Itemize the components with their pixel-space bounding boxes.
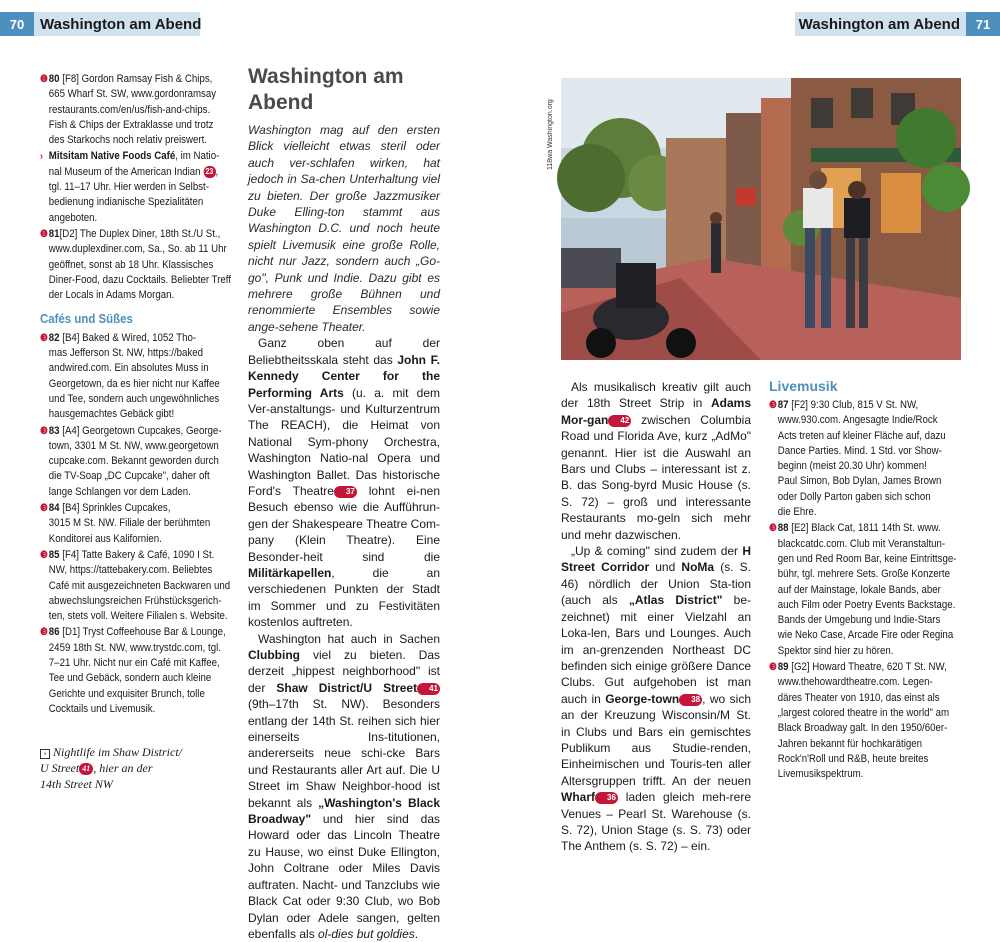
chevron-right-icon: › [40, 151, 43, 163]
map-pin-icon: 37 [334, 486, 357, 498]
music-listing-89: ❸ 89 [G2] Howard Theatre, 620 T St. NW, www.thehowardtheatre.com. Legen- däres Theater von 1910, das einst als „largest colored theatre in the world" am Black Broadway galt. In den 1950/60er- Jahren bekannt für hochkarätigen Rock'n'Roll und R&B, heute breites Livemusikspektrum. [769, 661, 950, 781]
restaurant-icon: ❶ [40, 228, 48, 240]
cafe-icon: ❸ [40, 332, 48, 344]
street-scene-illustration [561, 78, 961, 360]
running-title-right: Washington am Abend [798, 16, 960, 33]
listing-81: ❶ 81[D2] The Duplex Diner, 18th St./U St., www.duplexdiner.com, Sa., So. ab 11 Uhr geöffnet, sonst ab 18 Uhr. Klassisches Diner-Food, dazu Cocktails. Beliebter Treff der Locals in Adams Morgan. [40, 227, 232, 302]
cafe-icon: ❸ [40, 503, 48, 515]
restaurant-icon: ❶ [40, 74, 48, 85]
map-pin-icon: 41 [417, 683, 440, 695]
cafe-icon: ❸ [40, 425, 48, 437]
paragraph-adams-morgan: Als musikalisch kreativ gilt auch der 18th Street Strip in Adams Mor-gan 42 zwischen Columbia Road und Florida Ave, kurz „AdMo" genannt. Hier ist die Auswahl an Bars und Clubs – interessant ist z. B. das Song-byrd Music House (s. S. 72) – groß und interessante Restaurants mo-geln sich mehr und mehr dazwischen. [561, 380, 751, 542]
right-text-column [561, 379, 751, 854]
running-title-left: Washington am Abend [40, 16, 202, 33]
page-title: Washington am Abend [248, 65, 404, 114]
music-listing-87: ❸ 87 [F2] 9:30 Club, 815 V St. NW, www.930.com. Angesagte Indie/Rock Acts treten auf kleiner Fläche auf, dazu Dance Parties. Mind. 1 Std. vor Show- beginn (meist 20.30 Uhr) kommen! Paul Simon, Bob Dylan, James Brown oder Dolly Parton gaben sich schon die Ehre. [769, 399, 946, 519]
music-icon: ❸ [769, 662, 777, 674]
section-heading-livemusik: Livemusik [769, 378, 838, 394]
music-icon: ❸ [769, 523, 777, 535]
map-pin-icon: 42 [608, 415, 631, 427]
map-pin-icon: 41 [79, 763, 93, 775]
map-pin-icon: 38 [679, 694, 702, 706]
street-photo [561, 78, 961, 360]
cafe-icon: ❸ [40, 627, 48, 639]
paragraph-h-street: „Up & coming" sind zudem der H Street Corridor und NoMa (s. S. 46) nördlich der Union Sta-tion (auch als „Atlas District" be-zeichnet) mit einer Vielzahl an Loka-len, Bars und Lounges. Auch im an-grenzenden Northeast DC befinden sich einige größere Dance Clubs. Gut aufgehoben ist man auch in George-town 38 , wo sich an der Kreuzung Wisconsin/M St. in Clubs und Bars ein gemischtes Publikum aus Studie-renden, Einheimischen und Touris-ten aller Altersgruppen trifft. An der neuen Wharf 36 laden gleich meh-rere Venues – Pearl St. Warehouse (s. S. 72), Union Stage (s. S. 73) oder The Anthem (s. S. 72) – ein. [561, 544, 751, 854]
paragraph-clubbing: Washington hat auch in Sachen Clubbing viel zu bieten. Das derzeit „hippest neighborhood" ist der Shaw District/U Street 41 (9th–17th St. NW). Besonders entlang der 14th St. reihen sich hier einerseits Ins-titutionen, andererseits neue schi-cke Bars und Restaurants aller Art auf. Die U Street im Shaw Neighbor-hood ist bekannt als „Washington's Black Broadway" und hier sind das Howard oder das Lincoln Theatre zu Hause, wo einst Duke Ellington, John Coltrane oder Miles Davis auftraten. Nacht- und Tanzclubs wie Black Cat oder 9:30 Club, wo Bob Dylan oder Adele sangen, gelten ebenfalls als ol-dies but goldies. [248, 631, 440, 941]
cafe-listing-83: ❸ 83 [A4] Georgetown Cupcakes, George- town, 3301 M St. NW, www.georgetown cupcake.com. Bekannt geworden durch die TV-Soap „DC Cupcake", daher oft lange Schlangen vor dem Laden. [40, 424, 222, 498]
paragraph-kennedy-center: Ganz oben auf der Beliebtheitsskala steht das John F. Kennedy Center for the Performing Arts (u. a. mit dem Ver-anstaltungs- und Kulturzentrum The REACH), die Heimat von National Sym-phony Orchestra, Washington Natio-nal Opera und Washington Ballet. Das historische Ford's Theatre 37 lohnt ei-nen Besuch ebenso wie die Aufführun-gen der Shakespeare Theatre Com-pany (Klein Theatre). Eine Besonder-heit sind die Militärkapellen, die an verschiedenen Punkten der Stadt im Sommer und zu Festivitäten kostenlos auftreten. [248, 336, 441, 630]
music-listing-88: ❸ 88 [E2] Black Cat, 1811 14th St. www. blackcatdc.com. Club mit Veranstaltun- gen und Red Room Bar, keine Eintrittsge- bühr, tgl. mehrere Sets. Große Konzerte auf der Mainstage, lokale Bands, aber auch Film oder Poetry Events Backstage. Bands der Umgebung und Indie-Stars wie Neko Case, Arcade Fire oder Regina Spektor sind hier zu hören. [769, 522, 957, 657]
cafe-icon: ❸ [40, 549, 48, 561]
map-pin-icon: 36 [595, 792, 618, 804]
middle-text-column [248, 64, 441, 941]
cafe-listing-85: ❸ 85 [F4] Tatte Bakery & Café, 1090 I St. NW, https://tattebakery.com. Beliebtes Café mit ausgezeichneten Backwaren und abwechslungsreichen Frühstücksgerich- ten, stets voll. Weitere Filialen s. Website. [40, 548, 231, 623]
listing-80: ❶ 80 [F8] Gordon Ramsay Fish & Chips, 665 Wharf St. SW, www.gordonramsay restaurants.com/en/us/fish-and-chips. Fish & Chips der Extraklasse und trotz des Starkochs noch relativ preiswert. [40, 73, 217, 147]
left-listings-column [40, 72, 272, 715]
cafe-listing-82: ❸ 82 [B4] Baked & Wired, 1052 Tho- mas Jefferson St. NW, https://baked andwired.com. Ein absolutes Muss in Georgetown, da es hier nicht nur Kaffee und Tee, sondern auch ungewöhnliches hausgemachtes Gebäck gibt! [40, 331, 220, 421]
map-pin-icon: 23 [203, 166, 215, 178]
intro-paragraph: Washington mag auf den ersten Blick vielleicht etwas steril oder auch ver-schlafen wirken, hat jedoch in Sa-chen Unterhaltung viel zu bieten. Der große Jazzmusiker Duke Elling-ton stammt aus Washington D.C. und noch heute spielt Livemusik eine große Rolle, nicht nur Jazz, sondern auch „Go-go", Punk und Indie. Dazu gibt es mehrere große Bühnen und renommierte Ensembles sowie ange-sehene Theater. [248, 123, 440, 334]
livemusik-column [769, 378, 965, 796]
page-number-right: 71 [966, 12, 1000, 36]
music-icon: ❸ [769, 400, 777, 411]
caption-arrow-icon: › [40, 749, 50, 759]
photo-caption: › Nightlife im Shaw District/ U Street 41 , hier an der 14th Street NW [40, 745, 183, 791]
photo-credit: 118wa Washington.org [547, 99, 554, 170]
section-heading-cafes: Cafés und Süßes [40, 311, 133, 327]
cafe-listing-84: ❸ 84 [B4] Sprinkles Cupcakes, 3015 M St. NW. Filiale der berühmten Konditorei aus Kalifornien. [40, 502, 211, 545]
cafe-listing-86: ❸ 86 [D1] Tryst Coffeehouse Bar & Lounge, 2459 18th St. NW, www.trystdc.com, tgl. 7–21 Uhr. Nicht nur ein Café mit Kaffee, Tee und Gebäck, sondern auch kleine Gerichte und exquisiter Brunch, tolle Cocktails und Livemusik. [40, 626, 226, 715]
page-number-left: 70 [0, 12, 34, 36]
listing-mitsitam: › Mitsitam Native Foods Café, im Natio- nal Museum of the American Indian 23 , tgl. 11–17 Uhr. Hier werden in Selbst- bedienung indianische Spezialitäten angeboten. [40, 150, 220, 224]
